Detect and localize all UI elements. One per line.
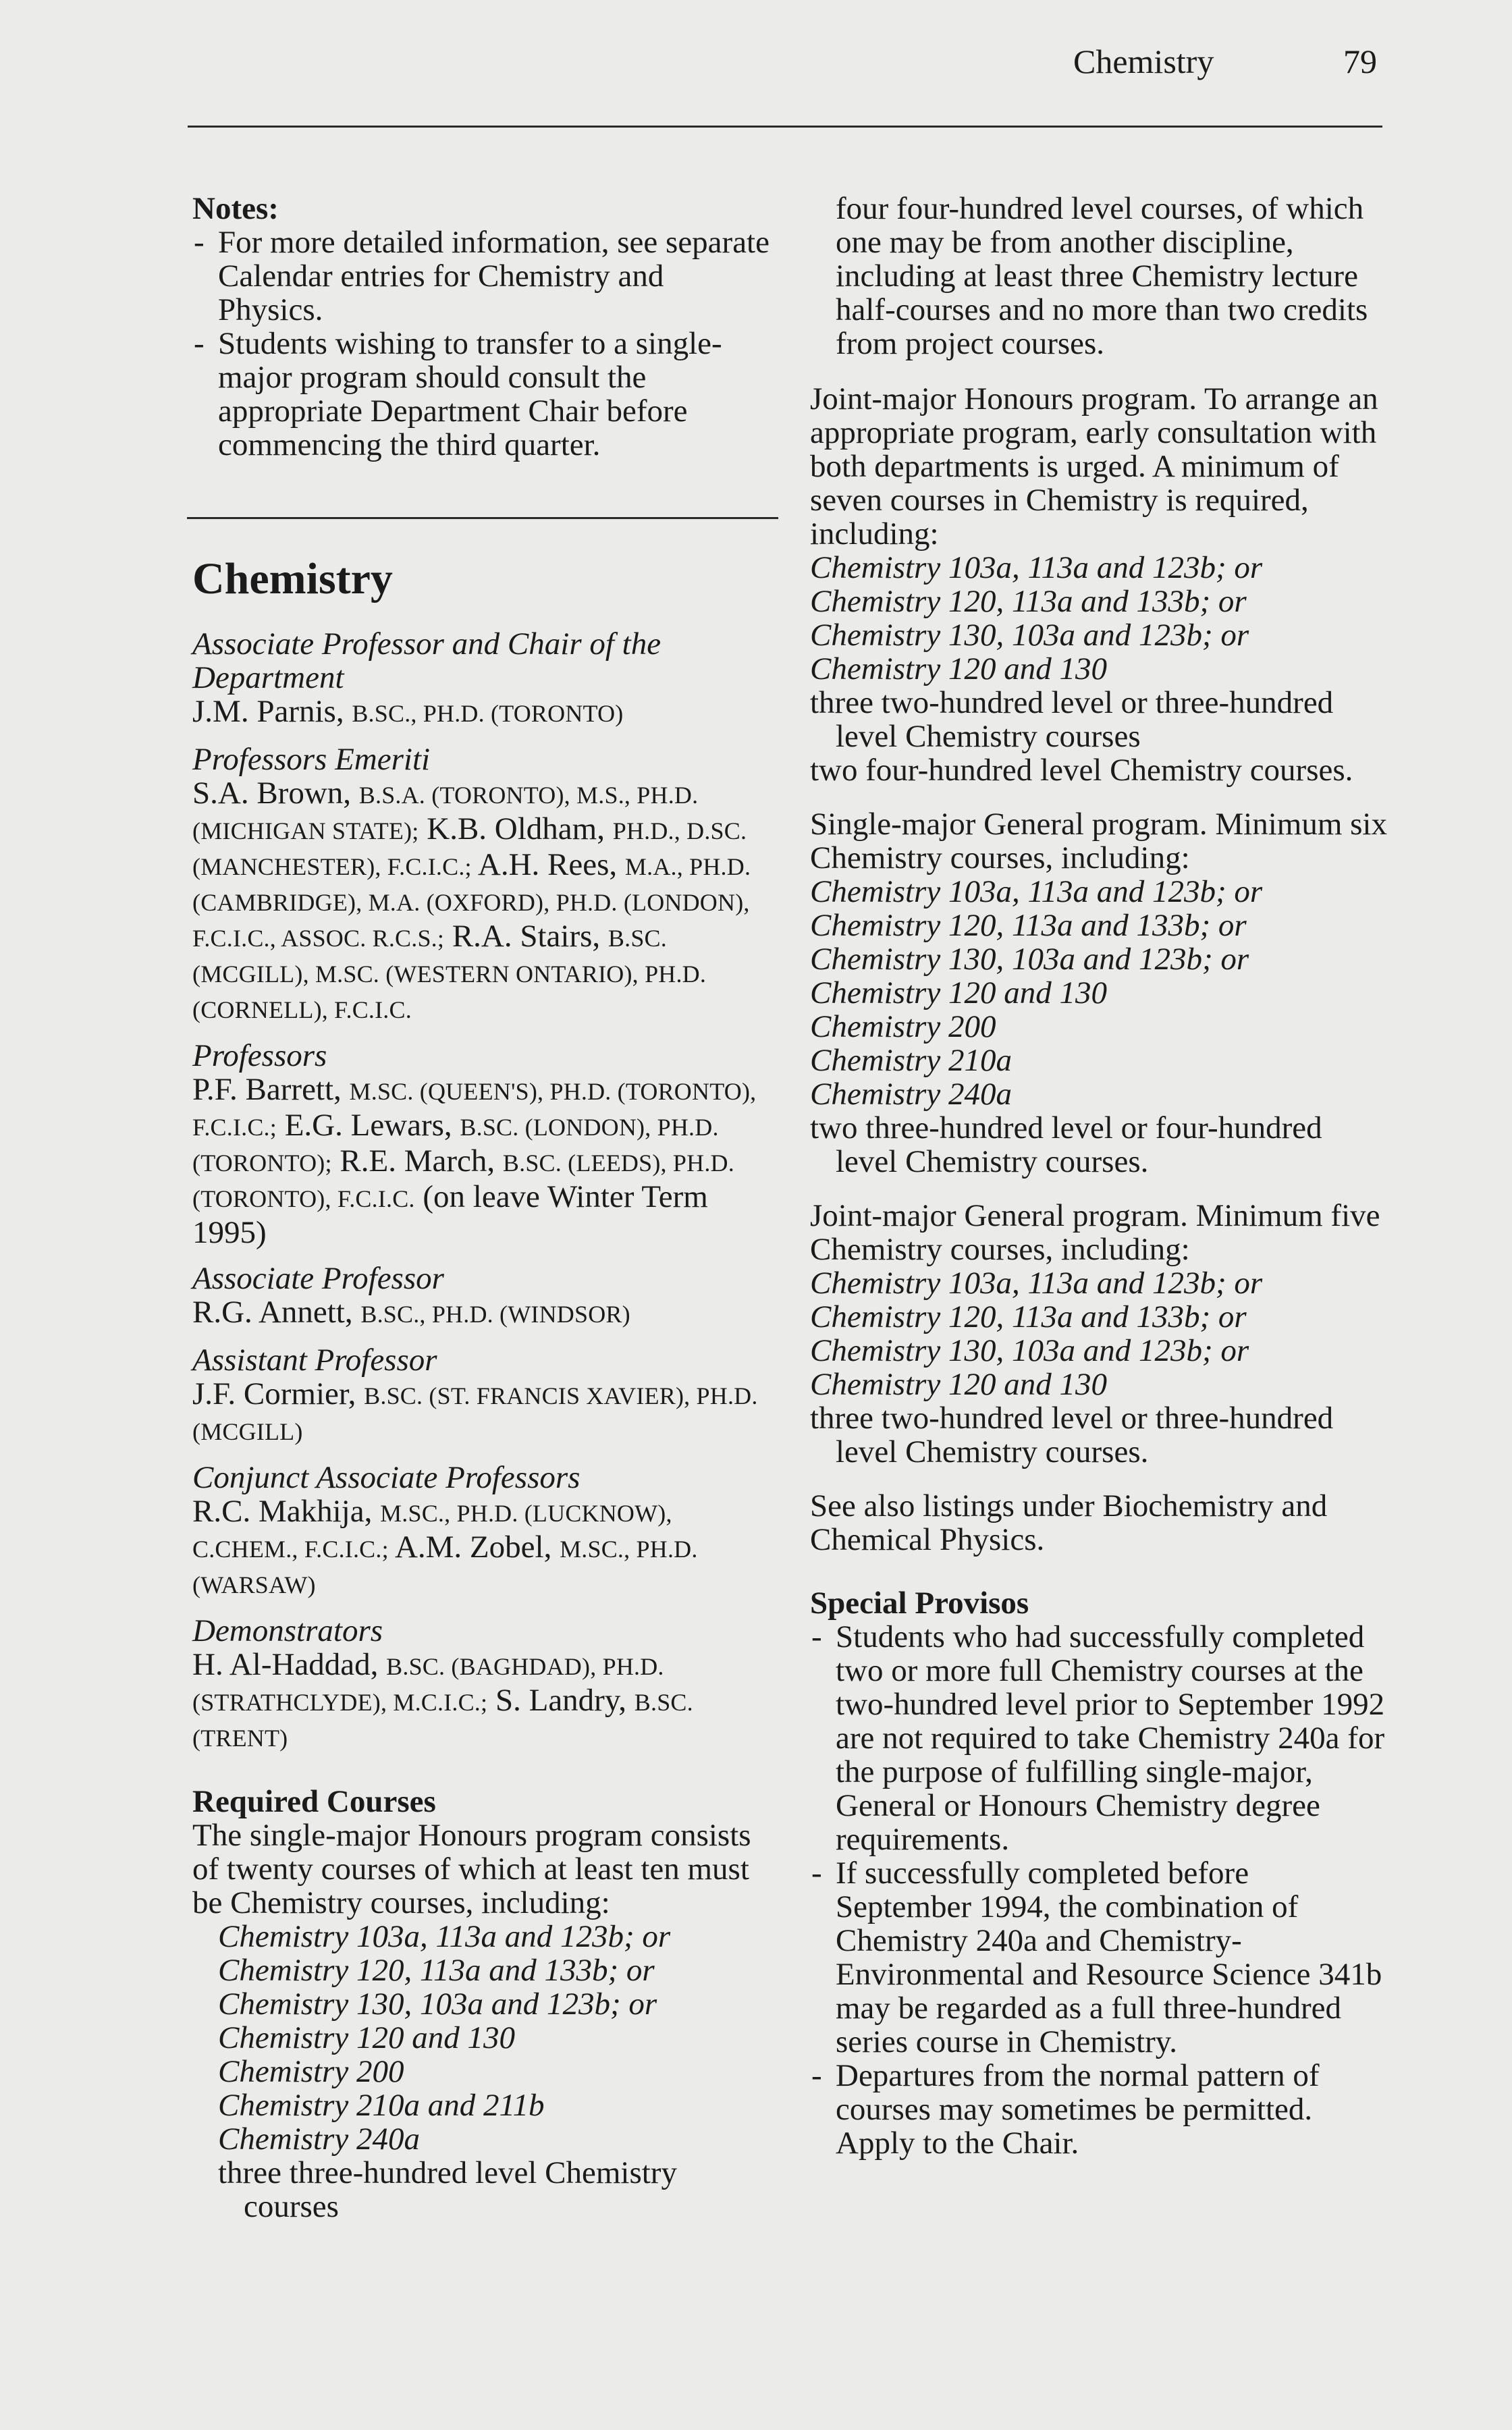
section-title: Chemistry bbox=[192, 554, 393, 603]
faculty-role: Demonstrators bbox=[192, 1613, 383, 1648]
faculty-leave-note: (on leave Winter Term 1995) bbox=[192, 1179, 708, 1250]
course-line: Chemistry 130, 103a and 123b; or bbox=[810, 618, 1249, 653]
course-line: Chemistry 120, 113a and 133b; or bbox=[810, 908, 1247, 943]
course-line: Chemistry 120 and 130 bbox=[810, 975, 1107, 1010]
faculty-role: Associate Professor bbox=[192, 1261, 444, 1296]
faculty-list bbox=[192, 627, 773, 1755]
faculty-name: A.M. Zobel, bbox=[394, 1530, 552, 1565]
course-line: Chemistry 240a bbox=[218, 2122, 420, 2157]
faculty-name: K.B. Oldham, bbox=[427, 811, 605, 846]
faculty-name: E.G. Lewars, bbox=[284, 1108, 452, 1143]
left-column bbox=[192, 192, 773, 2223]
single-general-intro: Single-major General program. Minimum six Chemistry courses, including: bbox=[810, 807, 1387, 875]
faculty-name: R.A. Stairs, bbox=[452, 919, 601, 954]
course-line: Chemistry 240a bbox=[810, 1077, 1012, 1112]
course-line: three two-hundred level or three-hundred level Chemistry courses bbox=[810, 685, 1334, 754]
faculty-degrees: M.SC., PH.D. (LUCKNOW), C.CHEM., F.C.I.C.; bbox=[192, 1500, 672, 1563]
faculty-people bbox=[192, 776, 773, 1027]
course-line: Chemistry 120 and 130 bbox=[810, 1367, 1107, 1402]
faculty-degrees: B.SC. (LEEDS), PH.D. (TORONTO), F.C.I.C. bbox=[192, 1150, 734, 1212]
required-courses-intro: The single-major Honours program consists of twenty courses of which at least ten must be Chemistry courses, including: bbox=[192, 1818, 751, 1920]
course-line: Chemistry 200 bbox=[218, 2054, 404, 2089]
course-line: Chemistry 130, 103a and 123b; or bbox=[218, 1987, 657, 2022]
faculty-name: A.H. Rees, bbox=[477, 847, 618, 882]
right-column bbox=[810, 192, 1390, 2160]
faculty-name: J.F. Cormier, bbox=[192, 1376, 356, 1411]
faculty-name: S. Landry, bbox=[495, 1683, 627, 1718]
provisos-list bbox=[810, 1620, 1390, 2160]
faculty-name: P.F. Barrett, bbox=[192, 1072, 342, 1107]
required-courses-continued: four four-hundred level courses, of which one may be from another discipline, including at least three Chemistry lecture half-courses and no more than two credits from project courses. bbox=[836, 191, 1368, 361]
faculty-people bbox=[192, 1295, 773, 1331]
faculty-people bbox=[192, 1073, 773, 1249]
header-rule bbox=[188, 126, 1382, 128]
special-provisos-heading: Special Provisos bbox=[810, 1586, 1029, 1621]
faculty-name: R.G. Annett, bbox=[192, 1295, 353, 1330]
course-line: three three-hundred level Chemistry courses bbox=[218, 2155, 677, 2224]
joint-general-intro: Joint-major General program. Minimum five Chemistry courses, including: bbox=[810, 1198, 1380, 1267]
faculty-degrees: B.SC. (LONDON), PH.D. (TORONTO); bbox=[192, 1114, 719, 1177]
page-number: 79 bbox=[1343, 43, 1377, 80]
faculty-name: R.C. Makhija, bbox=[192, 1494, 373, 1529]
faculty-people bbox=[192, 695, 773, 730]
faculty-name: S.A. Brown, bbox=[192, 776, 352, 811]
faculty-role: Conjunct Associate Professors bbox=[192, 1460, 580, 1495]
faculty-degrees: B.SC., PH.D. (TORONTO) bbox=[352, 700, 624, 727]
course-line: Chemistry 200 bbox=[810, 1009, 996, 1044]
faculty-role: Professors Emeriti bbox=[192, 742, 431, 777]
course-line: Chemistry 210a bbox=[810, 1043, 1012, 1078]
faculty-degrees: B.SC. (MCGILL), M.SC. (WESTERN ONTARIO), PH.D. (CORNELL), F.C.I.C. bbox=[192, 925, 707, 1023]
faculty-degrees: M.SC. (QUEEN'S), PH.D. (TORONTO), F.C.I.C.; bbox=[192, 1078, 757, 1141]
faculty-degrees: B.SC. (BAGHDAD), PH.D. (STRATHCLYDE), M.C.I.C.; bbox=[192, 1653, 664, 1716]
course-line: Chemistry 120, 113a and 133b; or bbox=[810, 1299, 1247, 1334]
course-line: Chemistry 103a, 113a and 123b; or bbox=[218, 1919, 671, 1954]
faculty-name: J.M. Parnis, bbox=[192, 694, 344, 729]
running-header-title: Chemistry bbox=[1073, 43, 1214, 80]
course-line: Chemistry 103a, 113a and 123b; or bbox=[810, 550, 1263, 585]
joint-honours-intro: Joint-major Honours program. To arrange an appropriate program, early consultation with both departments is urged. A minimum of seven courses in Chemistry is required, including: bbox=[810, 381, 1378, 551]
course-line: Chemistry 130, 103a and 123b; or bbox=[810, 1333, 1249, 1368]
note-item: - Students wishing to transfer to a single-major program should consult the appropriate Department Chair before commencing the third quarter. bbox=[192, 327, 773, 462]
course-line: Chemistry 120 and 130 bbox=[218, 2020, 515, 2055]
faculty-people bbox=[192, 1494, 773, 1602]
course-line: Chemistry 210a and 211b bbox=[218, 2088, 545, 2123]
course-line: Chemistry 120 and 130 bbox=[810, 651, 1107, 686]
notes-heading: Notes: bbox=[192, 191, 279, 226]
proviso-item: - Departures from the normal pattern of courses may sometimes be permitted. Apply to the Chair. bbox=[810, 2059, 1390, 2160]
proviso-item: - If successfully completed before September 1994, the combination of Chemistry 240a and Chemistry-Environmental and Resource Science 341b may be regarded as a full three-hundred series course in Chemistry. bbox=[810, 1856, 1390, 2059]
joint-general-list bbox=[810, 1266, 1390, 1469]
note-item: - For more detailed information, see separate Calendar entries for Chemistry and Physics. bbox=[192, 225, 773, 327]
course-line: Chemistry 130, 103a and 123b; or bbox=[810, 942, 1249, 977]
course-line: two four-hundred level Chemistry courses. bbox=[810, 753, 1353, 788]
faculty-people bbox=[192, 1648, 773, 1755]
course-line: Chemistry 103a, 113a and 123b; or bbox=[810, 874, 1263, 909]
faculty-degrees: B.S.A. (TORONTO), M.S., PH.D. (MICHIGAN STATE); bbox=[192, 782, 699, 844]
faculty-degrees: B.SC. (TRENT) bbox=[192, 1689, 693, 1752]
course-line: Chemistry 120, 113a and 133b; or bbox=[810, 584, 1247, 619]
faculty-role: Assistant Professor bbox=[192, 1343, 437, 1378]
faculty-people bbox=[192, 1377, 773, 1449]
faculty-name: H. Al-Haddad, bbox=[192, 1647, 379, 1682]
faculty-degrees: B.SC. (ST. FRANCIS XAVIER), PH.D. (MCGILL) bbox=[192, 1382, 758, 1445]
faculty-degrees: PH.D., D.SC. (MANCHESTER), F.C.I.C.; bbox=[192, 817, 747, 880]
course-line: two three-hundred level or four-hundred level Chemistry courses. bbox=[810, 1110, 1322, 1179]
faculty-degrees: B.SC., PH.D. (WINDSOR) bbox=[360, 1301, 630, 1328]
faculty-degrees: M.SC., PH.D. (WARSAW) bbox=[192, 1536, 698, 1598]
course-line: Chemistry 120, 113a and 133b; or bbox=[218, 1953, 655, 1988]
required-courses-heading: Required Courses bbox=[192, 1784, 436, 1819]
see-also-note: See also listings under Biochemistry and Chemical Physics. bbox=[810, 1488, 1328, 1557]
proviso-item: - Students who had successfully completed two or more full Chemistry courses at the two-hundred level prior to September 1992 are not required to take Chemistry 240a for the purpose of fulfilling single-major, General or Honours Chemistry degree requirements. bbox=[810, 1620, 1390, 1856]
faculty-role: Professors bbox=[192, 1038, 327, 1073]
single-general-list bbox=[810, 875, 1390, 1179]
notes-list bbox=[192, 225, 773, 462]
joint-honours-list bbox=[810, 551, 1390, 787]
course-line: three two-hundred level or three-hundred level Chemistry courses. bbox=[810, 1401, 1334, 1469]
faculty-degrees: M.A., PH.D. (CAMBRIDGE), M.A. (OXFORD), PH.D. (LONDON), F.C.I.C., ASSOC. R.C.S.; bbox=[192, 853, 751, 952]
course-line: Chemistry 103a, 113a and 123b; or bbox=[810, 1266, 1263, 1301]
faculty-role: Associate Professor and Chair of the Department bbox=[192, 626, 662, 695]
required-courses-list bbox=[192, 1920, 773, 2223]
faculty-name: R.E. March, bbox=[340, 1143, 495, 1179]
section-rule bbox=[187, 517, 778, 519]
